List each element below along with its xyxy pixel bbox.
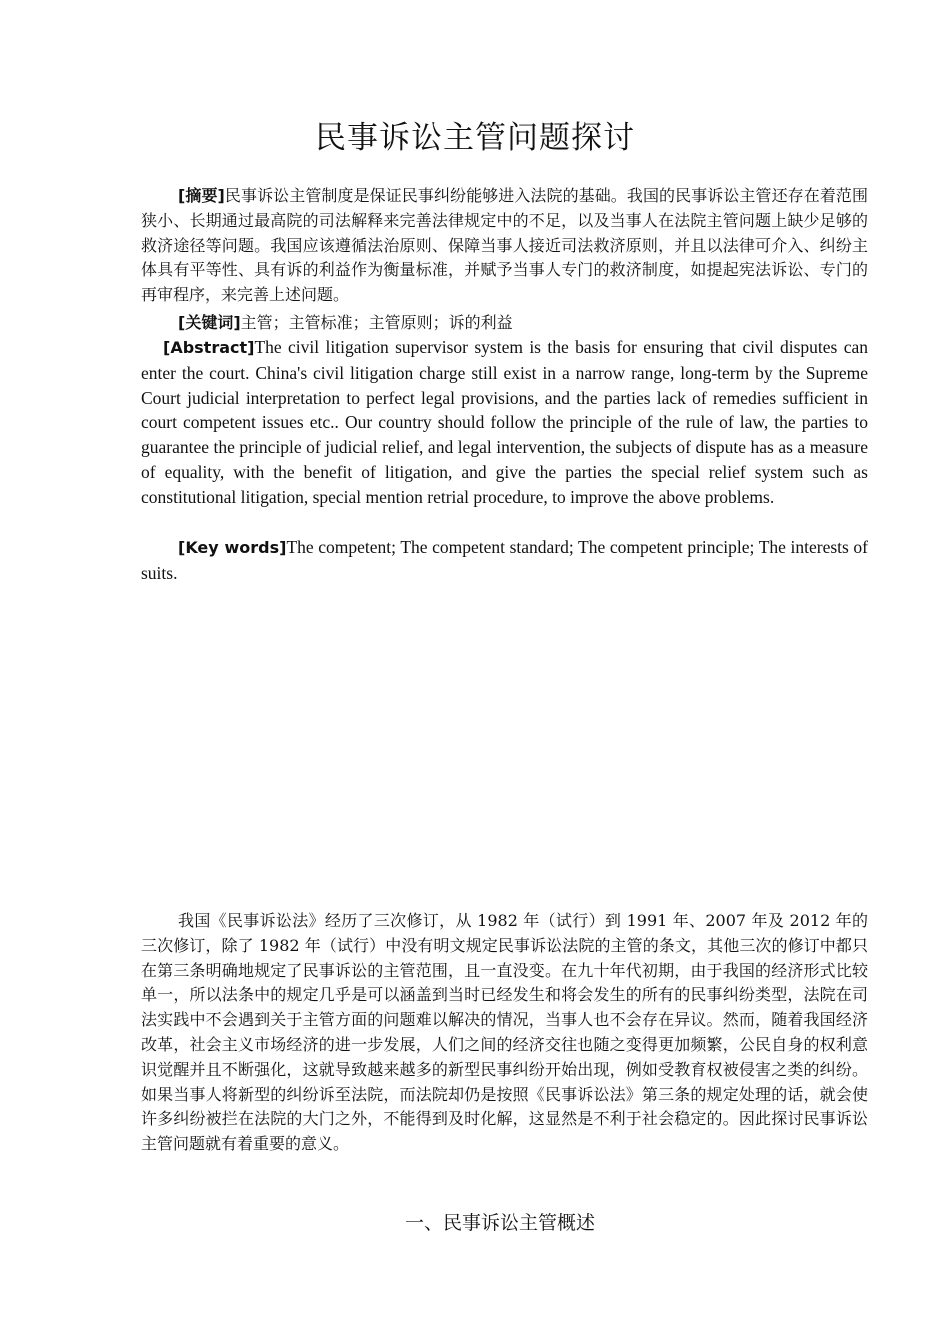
english-keywords-text: The competent; The competent standard; The competent principle; The interests of suits. [141, 537, 869, 583]
chinese-keywords-text: 主管；主管标准；主管原则；诉的利益 [240, 313, 513, 332]
chinese-keywords-label: [关键词] [178, 313, 241, 332]
english-keywords [141, 535, 868, 586]
english-abstract [141, 335, 868, 510]
english-keywords-label: [Key words] [178, 538, 287, 557]
english-abstract-label: [Abstract] [163, 338, 255, 357]
intro-paragraph-block [141, 909, 868, 1157]
section-heading: 一、民事诉讼主管概述 [404, 1212, 595, 1234]
intro-paragraph: 我国《民事诉讼法》经历了三次修订，从 1982 年（试行）到 1991 年、2007 年及 2012 年的三次修订，除了 1982 年（试行）中没有明文规定民事诉讼法院的主管的条文，其他三次的修订中都只在第三条明确地规定了民事诉讼的主管范围，且一直没变。在九十年代初期，由于我国的经济形式比较单一，所以法条中的规定几乎是可以涵盖到当时已经发生和将会发生的所有的民事纠纷类型，法院在司法实践中不会遇到关于主管方面的问题难以解决的情况，当事人也不会存在异议。然而，随着我国经济改革，社会主义市场经济的进一步发展，人们之间的经济交往也随之变得更加频繁，公民自身的权利意识觉醒并且不断强化，这就导致越来越多的新型民事纠纷开始出现，例如受教育权被侵害之类的纠纷。如果当事人将新型的纠纷诉至法院，而法院却仍是按照《民事诉讼法》第三条的规定处理的话，就会使许多纠纷被拦在法院的大门之外，不能得到及时化解，这显然是不利于社会稳定的。因此探讨民事诉讼主管问题就有着重要的意义。 [141, 911, 868, 1154]
chinese-abstract [141, 184, 868, 308]
chinese-abstract-text: 民事诉讼主管制度是保证民事纠纷能够进入法院的基础。我国的民事诉讼主管还存在着范围狭小、长期通过最高院的司法解释来完善法律规定中的不足，以及当事人在法院主管问题上缺少足够的救济途径等问题。我国应该遵循法治原则、保障当事人接近司法救济原则，并且以法律可介入、纠纷主体具有平等性、具有诉的利益作为衡量标准，并赋予当事人专门的救济制度，如提起宪法诉讼、专门的再审程序，来完善上述问题。 [141, 186, 868, 305]
chinese-keywords [141, 311, 868, 336]
chinese-abstract-label: [摘要] [178, 186, 225, 205]
english-abstract-text: The civil litigation supervisor system is the basis for ensuring that civil disputes can enter the court. China's civil litigation charge still exist in a narrow range, long-term by the Supreme Court judicial interpretation to perfect legal provisions, and the parties lack of remedies sufficient in court competent issues etc.. Our country should follow the principle of the rule of law, the parties to guarantee the principle of judicial relief, and legal intervention, the subjects of dispute has as a measure of equality, with the benefit of litigation, and give the parties the special relief system such as constitutional litigation, special mention retrial procedure, to improve the above problems. [141, 337, 868, 507]
document-title: 民事诉讼主管问题探讨 [315, 120, 635, 156]
